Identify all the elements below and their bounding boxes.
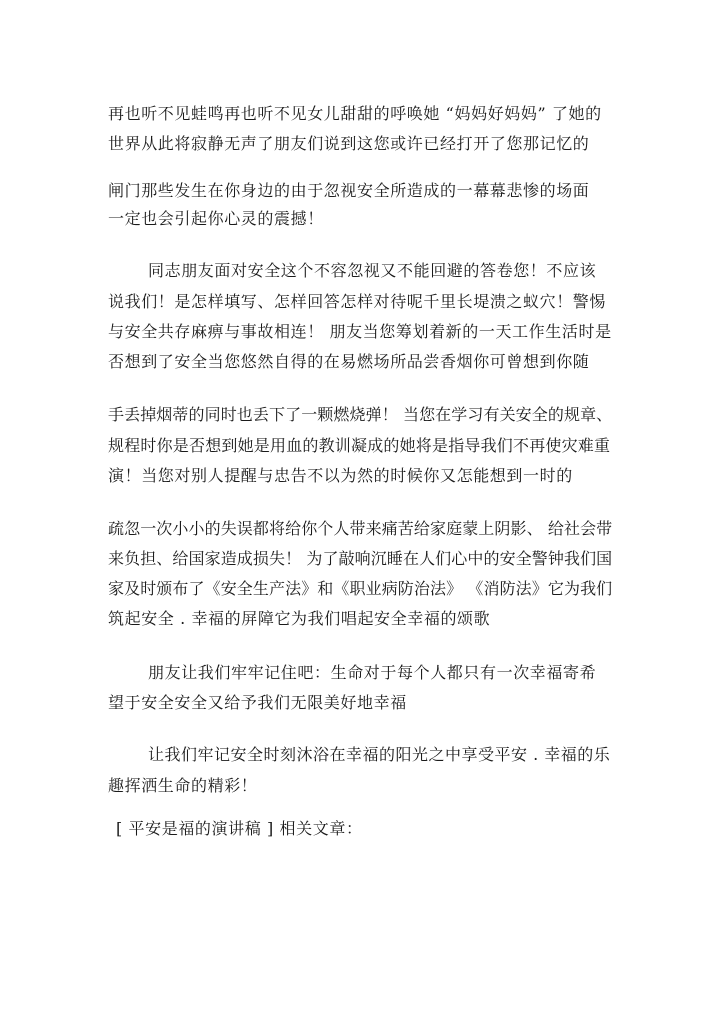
text-line-2: 世界从此将寂静无声了朋友们说到这您或许已经打开了您那记忆的 [108, 134, 590, 153]
text-line-17: 望于安全安全又给予我们无限美好地幸福 [108, 693, 407, 712]
text-line-11: 演！当您对别人提醒与忠告不以为然的时候你又怎能想到一时的 [108, 466, 573, 485]
text-line-18: 让我们牢记安全时刻沐浴在幸福的阳光之中享受平安 . 幸福的乐 [148, 745, 611, 764]
related-articles-heading: [ 平安是福的演讲稿 ] 相关文章： [116, 819, 363, 838]
text-line-14: 家及时颁布了《安全生产法》和《职业病防治法》 《消防法》它为我们 [108, 579, 613, 598]
text-line-3: 闸门那些发生在你身边的由于忽视安全所造成的一幕幕悲惨的场面 [108, 181, 590, 200]
text-line-13: 来负担、给国家造成损失！ 为了敲响沉睡在人们心中的安全警钟我们国 [108, 549, 613, 568]
text-line-1: 再也听不见蛙鸣再也听不见女儿甜甜的呼唤她 “妈妈好妈妈” 了她的 [108, 104, 602, 123]
text-line-6: 说我们！是怎样填写、怎样回答怎样对待呢千里长堤溃之蚁穴！警惕 [108, 292, 607, 311]
text-line-9: 手丢掉烟蒂的同时也丢下了一颗燃烧弹！ 当您在学习有关安全的规章、 [108, 405, 613, 424]
text-line-7: 与安全共存麻痹与事故相连！ 朋友当您筹划着新的一天工作生活时是 [108, 322, 612, 341]
text-line-19: 趣挥洒生命的精彩！ [108, 776, 258, 795]
text-line-4: 一定也会引起你心灵的震撼！ [108, 209, 324, 228]
text-line-15: 筑起安全 . 幸福的屏障它为我们唱起安全幸福的颂歌 [108, 609, 491, 628]
text-line-16: 朋友让我们牢牢记住吧：生命对于每个人都只有一次幸福寄希 [148, 663, 597, 682]
text-line-5: 同志朋友面对安全这个不容忽视又不能回避的答卷您！不应该 [148, 261, 597, 280]
text-line-12: 疏忽一次小小的失误都将给你个人带来痛苦给家庭蒙上阴影、 给社会带 [108, 519, 613, 538]
text-line-8: 否想到了安全当您悠然自得的在易燃场所品尝香烟你可曾想到你随 [108, 352, 590, 371]
text-line-10: 规程时你是否想到她是用血的教训凝成的她将是指导我们不再使灾难重 [108, 436, 611, 455]
